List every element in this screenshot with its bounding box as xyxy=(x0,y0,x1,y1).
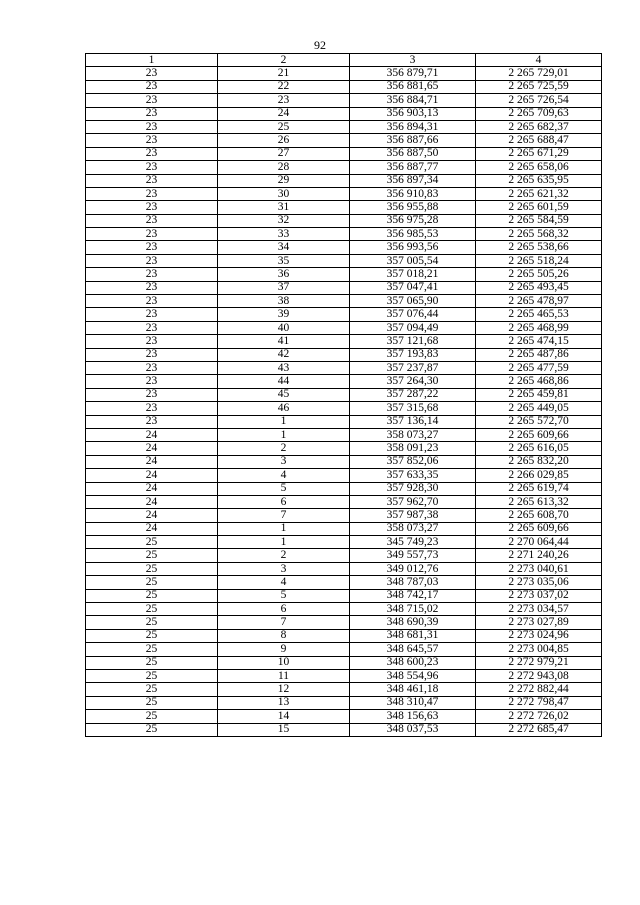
table-cell-col-1: 24 xyxy=(86,428,218,441)
table-cell-col-2: 30 xyxy=(218,187,350,200)
table-cell-col-4: 2 273 035,06 xyxy=(476,576,602,589)
table-cell-col-1: 23 xyxy=(86,268,218,281)
column-header-1: 1 xyxy=(86,54,218,67)
table-cell-col-4: 2 272 726,02 xyxy=(476,710,602,723)
table-cell-col-3: 357 264,30 xyxy=(350,375,476,388)
table-cell-col-3: 348 645,57 xyxy=(350,643,476,656)
table-row xyxy=(86,576,602,589)
table-cell-col-1: 25 xyxy=(86,683,218,696)
table-cell-col-1: 25 xyxy=(86,669,218,682)
table-cell-col-1: 23 xyxy=(86,107,218,120)
table-row xyxy=(86,643,602,656)
table-cell-col-4: 2 265 477,59 xyxy=(476,361,602,374)
table-cell-col-3: 357 136,14 xyxy=(350,415,476,428)
table-cell-col-4: 2 265 725,59 xyxy=(476,80,602,93)
table-row xyxy=(86,482,602,495)
table-cell-col-2: 34 xyxy=(218,241,350,254)
table-row xyxy=(86,603,602,616)
table-cell-col-4: 2 272 979,21 xyxy=(476,656,602,669)
table-cell-col-2: 37 xyxy=(218,281,350,294)
table-row xyxy=(86,254,602,267)
table-cell-col-2: 2 xyxy=(218,442,350,455)
table-cell-col-1: 23 xyxy=(86,321,218,334)
table-cell-col-1: 23 xyxy=(86,147,218,160)
table-row xyxy=(86,428,602,441)
table-row xyxy=(86,723,602,736)
table-row xyxy=(86,80,602,93)
table-cell-col-3: 356 894,31 xyxy=(350,120,476,133)
table-row xyxy=(86,94,602,107)
table-cell-col-3: 348 554,96 xyxy=(350,669,476,682)
table-cell-col-2: 35 xyxy=(218,254,350,267)
table-cell-col-3: 356 993,56 xyxy=(350,241,476,254)
table-cell-col-4: 2 265 609,66 xyxy=(476,428,602,441)
table-cell-col-4: 2 273 040,61 xyxy=(476,562,602,575)
table-cell-col-4: 2 265 478,97 xyxy=(476,295,602,308)
table-cell-col-2: 22 xyxy=(218,80,350,93)
column-header-2: 2 xyxy=(218,54,350,67)
table-row xyxy=(86,348,602,361)
table-row xyxy=(86,710,602,723)
table-cell-col-3: 357 987,38 xyxy=(350,509,476,522)
table-cell-col-3: 349 557,73 xyxy=(350,549,476,562)
table-cell-col-1: 24 xyxy=(86,442,218,455)
table-cell-col-2: 43 xyxy=(218,361,350,374)
table-cell-col-1: 25 xyxy=(86,616,218,629)
table-cell-col-2: 11 xyxy=(218,669,350,682)
table-cell-col-3: 356 897,34 xyxy=(350,174,476,187)
table-cell-col-3: 348 310,47 xyxy=(350,696,476,709)
table-cell-col-1: 25 xyxy=(86,549,218,562)
table-cell-col-4: 2 265 468,86 xyxy=(476,375,602,388)
table-cell-col-2: 6 xyxy=(218,495,350,508)
table-cell-col-1: 23 xyxy=(86,228,218,241)
table-cell-col-4: 2 265 493,45 xyxy=(476,281,602,294)
table-cell-col-3: 357 237,87 xyxy=(350,361,476,374)
table-cell-col-2: 28 xyxy=(218,161,350,174)
table-cell-col-1: 23 xyxy=(86,174,218,187)
table-cell-col-1: 23 xyxy=(86,94,218,107)
table-cell-col-4: 2 265 449,05 xyxy=(476,402,602,415)
table-row xyxy=(86,455,602,468)
table-cell-col-3: 356 884,71 xyxy=(350,94,476,107)
table-cell-col-1: 25 xyxy=(86,629,218,642)
table-cell-col-3: 348 600,23 xyxy=(350,656,476,669)
table-row xyxy=(86,228,602,241)
table-cell-col-1: 23 xyxy=(86,281,218,294)
table-cell-col-4: 2 265 726,54 xyxy=(476,94,602,107)
table-cell-col-3: 358 073,27 xyxy=(350,522,476,535)
table-row xyxy=(86,268,602,281)
table-cell-col-1: 25 xyxy=(86,576,218,589)
table-cell-col-3: 356 887,50 xyxy=(350,147,476,160)
table-cell-col-3: 357 076,44 xyxy=(350,308,476,321)
table-row xyxy=(86,509,602,522)
table-cell-col-4: 2 273 037,02 xyxy=(476,589,602,602)
table-cell-col-4: 2 273 024,96 xyxy=(476,629,602,642)
table-cell-col-3: 356 881,65 xyxy=(350,80,476,93)
table-cell-col-2: 26 xyxy=(218,134,350,147)
table-cell-col-2: 4 xyxy=(218,469,350,482)
table-row xyxy=(86,107,602,120)
table-cell-col-4: 2 265 832,20 xyxy=(476,455,602,468)
table-cell-col-1: 23 xyxy=(86,402,218,415)
table-cell-col-3: 357 287,22 xyxy=(350,388,476,401)
table-cell-col-2: 13 xyxy=(218,696,350,709)
table-cell-col-4: 2 265 671,29 xyxy=(476,147,602,160)
table-cell-col-4: 2 265 609,66 xyxy=(476,522,602,535)
table-cell-col-4: 2 273 004,85 xyxy=(476,643,602,656)
table-cell-col-2: 38 xyxy=(218,295,350,308)
table-row xyxy=(86,321,602,334)
table-cell-col-4: 2 266 029,85 xyxy=(476,469,602,482)
table-cell-col-3: 357 928,30 xyxy=(350,482,476,495)
table-row xyxy=(86,402,602,415)
table-cell-col-2: 21 xyxy=(218,67,350,80)
table-cell-col-4: 2 272 882,44 xyxy=(476,683,602,696)
table-cell-col-4: 2 265 616,05 xyxy=(476,442,602,455)
table-cell-col-1: 24 xyxy=(86,455,218,468)
table-cell-col-1: 25 xyxy=(86,723,218,736)
table-cell-col-2: 5 xyxy=(218,589,350,602)
table-cell-col-4: 2 265 465,53 xyxy=(476,308,602,321)
table-cell-col-2: 46 xyxy=(218,402,350,415)
table-cell-col-2: 36 xyxy=(218,268,350,281)
table-cell-col-1: 24 xyxy=(86,495,218,508)
table-header-row xyxy=(86,54,602,67)
table-cell-col-1: 23 xyxy=(86,161,218,174)
table-cell-col-3: 357 065,90 xyxy=(350,295,476,308)
table-cell-col-3: 357 193,83 xyxy=(350,348,476,361)
table-cell-col-3: 357 018,21 xyxy=(350,268,476,281)
table-cell-col-2: 42 xyxy=(218,348,350,361)
table-row xyxy=(86,241,602,254)
table-cell-col-4: 2 265 613,32 xyxy=(476,495,602,508)
table-row xyxy=(86,335,602,348)
table-cell-col-1: 25 xyxy=(86,710,218,723)
column-header-3: 3 xyxy=(350,54,476,67)
table-row xyxy=(86,495,602,508)
table-cell-col-4: 2 265 468,99 xyxy=(476,321,602,334)
table-cell-col-4: 2 272 943,08 xyxy=(476,669,602,682)
table-row xyxy=(86,683,602,696)
table-cell-col-1: 23 xyxy=(86,415,218,428)
table-cell-col-4: 2 272 685,47 xyxy=(476,723,602,736)
table-cell-col-4: 2 265 635,95 xyxy=(476,174,602,187)
table-cell-col-4: 2 265 568,32 xyxy=(476,228,602,241)
table-row xyxy=(86,147,602,160)
table-cell-col-2: 4 xyxy=(218,576,350,589)
table-row xyxy=(86,295,602,308)
table-cell-col-2: 45 xyxy=(218,388,350,401)
table-cell-col-2: 6 xyxy=(218,603,350,616)
table-body xyxy=(86,67,602,737)
table-cell-col-3: 348 690,39 xyxy=(350,616,476,629)
table-cell-col-2: 29 xyxy=(218,174,350,187)
table-cell-col-3: 357 094,49 xyxy=(350,321,476,334)
table-cell-col-3: 356 879,71 xyxy=(350,67,476,80)
table-cell-col-3: 357 315,68 xyxy=(350,402,476,415)
table-cell-col-2: 7 xyxy=(218,616,350,629)
table-cell-col-2: 2 xyxy=(218,549,350,562)
table-cell-col-2: 1 xyxy=(218,522,350,535)
table-cell-col-3: 348 461,18 xyxy=(350,683,476,696)
table-cell-col-4: 2 265 709,63 xyxy=(476,107,602,120)
table-cell-col-1: 23 xyxy=(86,375,218,388)
table-cell-col-3: 357 633,35 xyxy=(350,469,476,482)
table-row xyxy=(86,161,602,174)
table-cell-col-2: 25 xyxy=(218,120,350,133)
table-cell-col-4: 2 273 027,89 xyxy=(476,616,602,629)
table-cell-col-2: 12 xyxy=(218,683,350,696)
table-cell-col-3: 358 073,27 xyxy=(350,428,476,441)
table-cell-col-2: 1 xyxy=(218,415,350,428)
table-cell-col-4: 2 265 487,86 xyxy=(476,348,602,361)
table-cell-col-3: 356 903,13 xyxy=(350,107,476,120)
table-cell-col-1: 24 xyxy=(86,482,218,495)
table-cell-col-4: 2 265 601,59 xyxy=(476,201,602,214)
table-cell-col-4: 2 265 505,26 xyxy=(476,268,602,281)
table-cell-col-3: 348 715,02 xyxy=(350,603,476,616)
table-row xyxy=(86,536,602,549)
table-cell-col-2: 8 xyxy=(218,629,350,642)
table-cell-col-1: 23 xyxy=(86,295,218,308)
table-cell-col-1: 25 xyxy=(86,589,218,602)
table-cell-col-1: 25 xyxy=(86,656,218,669)
table-row xyxy=(86,375,602,388)
table-cell-col-3: 348 156,63 xyxy=(350,710,476,723)
table-cell-col-3: 348 681,31 xyxy=(350,629,476,642)
table-row xyxy=(86,589,602,602)
table-cell-col-3: 356 975,28 xyxy=(350,214,476,227)
table-row xyxy=(86,388,602,401)
table-cell-col-3: 348 787,03 xyxy=(350,576,476,589)
table-row xyxy=(86,562,602,575)
table-cell-col-3: 358 091,23 xyxy=(350,442,476,455)
column-header-4: 4 xyxy=(476,54,602,67)
table-row xyxy=(86,442,602,455)
table-cell-col-1: 23 xyxy=(86,308,218,321)
table-row xyxy=(86,549,602,562)
table-row xyxy=(86,656,602,669)
table-cell-col-4: 2 265 459,81 xyxy=(476,388,602,401)
table-row xyxy=(86,696,602,709)
table-cell-col-2: 23 xyxy=(218,94,350,107)
table-row xyxy=(86,214,602,227)
table-cell-col-4: 2 265 474,15 xyxy=(476,335,602,348)
table-row xyxy=(86,669,602,682)
table-cell-col-4: 2 265 682,37 xyxy=(476,120,602,133)
table-cell-col-1: 23 xyxy=(86,187,218,200)
table-cell-col-1: 25 xyxy=(86,536,218,549)
table-cell-col-1: 25 xyxy=(86,562,218,575)
table-cell-col-2: 1 xyxy=(218,536,350,549)
table-cell-col-4: 2 265 572,70 xyxy=(476,415,602,428)
table-cell-col-2: 3 xyxy=(218,562,350,575)
table-row xyxy=(86,187,602,200)
table-cell-col-2: 3 xyxy=(218,455,350,468)
table-cell-col-4: 2 265 729,01 xyxy=(476,67,602,80)
table-cell-col-4: 2 270 064,44 xyxy=(476,536,602,549)
table-cell-col-2: 41 xyxy=(218,335,350,348)
table-row xyxy=(86,361,602,374)
table-row xyxy=(86,308,602,321)
table-cell-col-2: 10 xyxy=(218,656,350,669)
table-cell-col-1: 23 xyxy=(86,120,218,133)
table-cell-col-1: 23 xyxy=(86,67,218,80)
table-cell-col-1: 23 xyxy=(86,134,218,147)
table-cell-col-1: 23 xyxy=(86,201,218,214)
table-cell-col-1: 23 xyxy=(86,348,218,361)
table-cell-col-1: 24 xyxy=(86,509,218,522)
table-cell-col-1: 24 xyxy=(86,469,218,482)
table-cell-col-2: 15 xyxy=(218,723,350,736)
table-row xyxy=(86,522,602,535)
table-cell-col-4: 2 265 538,66 xyxy=(476,241,602,254)
table-cell-col-4: 2 265 608,70 xyxy=(476,509,602,522)
table-cell-col-3: 357 005,54 xyxy=(350,254,476,267)
table-cell-col-4: 2 265 619,74 xyxy=(476,482,602,495)
table-cell-col-4: 2 265 518,24 xyxy=(476,254,602,267)
table-cell-col-2: 5 xyxy=(218,482,350,495)
table-cell-col-3: 345 749,23 xyxy=(350,536,476,549)
table-cell-col-2: 1 xyxy=(218,428,350,441)
table-row xyxy=(86,67,602,80)
table-cell-col-2: 7 xyxy=(218,509,350,522)
table-cell-col-3: 357 962,70 xyxy=(350,495,476,508)
table-row xyxy=(86,616,602,629)
table-cell-col-1: 23 xyxy=(86,335,218,348)
table-cell-col-2: 33 xyxy=(218,228,350,241)
table-cell-col-3: 357 852,06 xyxy=(350,455,476,468)
table-row xyxy=(86,281,602,294)
table-cell-col-3: 356 887,77 xyxy=(350,161,476,174)
table-cell-col-4: 2 265 584,59 xyxy=(476,214,602,227)
table-cell-col-3: 356 910,83 xyxy=(350,187,476,200)
table-cell-col-3: 348 037,53 xyxy=(350,723,476,736)
table-cell-col-3: 349 012,76 xyxy=(350,562,476,575)
table-cell-col-2: 40 xyxy=(218,321,350,334)
table-cell-col-1: 23 xyxy=(86,254,218,267)
table-cell-col-4: 2 272 798,47 xyxy=(476,696,602,709)
table-cell-col-1: 23 xyxy=(86,214,218,227)
table-cell-col-3: 356 955,88 xyxy=(350,201,476,214)
table-row xyxy=(86,174,602,187)
table-row xyxy=(86,120,602,133)
table-cell-col-3: 356 887,66 xyxy=(350,134,476,147)
table-cell-col-2: 14 xyxy=(218,710,350,723)
table-cell-col-2: 27 xyxy=(218,147,350,160)
table-cell-col-3: 356 985,53 xyxy=(350,228,476,241)
table-cell-col-1: 24 xyxy=(86,522,218,535)
table-cell-col-4: 2 265 621,32 xyxy=(476,187,602,200)
table-cell-col-3: 357 047,41 xyxy=(350,281,476,294)
table-cell-col-2: 39 xyxy=(218,308,350,321)
table-cell-col-4: 2 265 688,47 xyxy=(476,134,602,147)
table-cell-col-1: 23 xyxy=(86,80,218,93)
table-cell-col-2: 31 xyxy=(218,201,350,214)
table-row xyxy=(86,201,602,214)
table-cell-col-1: 23 xyxy=(86,388,218,401)
table-cell-col-2: 44 xyxy=(218,375,350,388)
table-cell-col-3: 348 742,17 xyxy=(350,589,476,602)
table-cell-col-1: 23 xyxy=(86,361,218,374)
table-cell-col-4: 2 265 658,06 xyxy=(476,161,602,174)
table-row xyxy=(86,415,602,428)
table-cell-col-2: 9 xyxy=(218,643,350,656)
table-cell-col-4: 2 271 240,26 xyxy=(476,549,602,562)
coordinates-table xyxy=(85,53,602,737)
table-cell-col-4: 2 273 034,57 xyxy=(476,603,602,616)
table-cell-col-1: 25 xyxy=(86,643,218,656)
table-row xyxy=(86,469,602,482)
page-number: 92 xyxy=(314,38,326,52)
table-cell-col-1: 25 xyxy=(86,603,218,616)
table-row xyxy=(86,134,602,147)
table-cell-col-2: 32 xyxy=(218,214,350,227)
table-cell-col-3: 357 121,68 xyxy=(350,335,476,348)
table-cell-col-1: 25 xyxy=(86,696,218,709)
table-cell-col-2: 24 xyxy=(218,107,350,120)
table-cell-col-1: 23 xyxy=(86,241,218,254)
table-row xyxy=(86,629,602,642)
